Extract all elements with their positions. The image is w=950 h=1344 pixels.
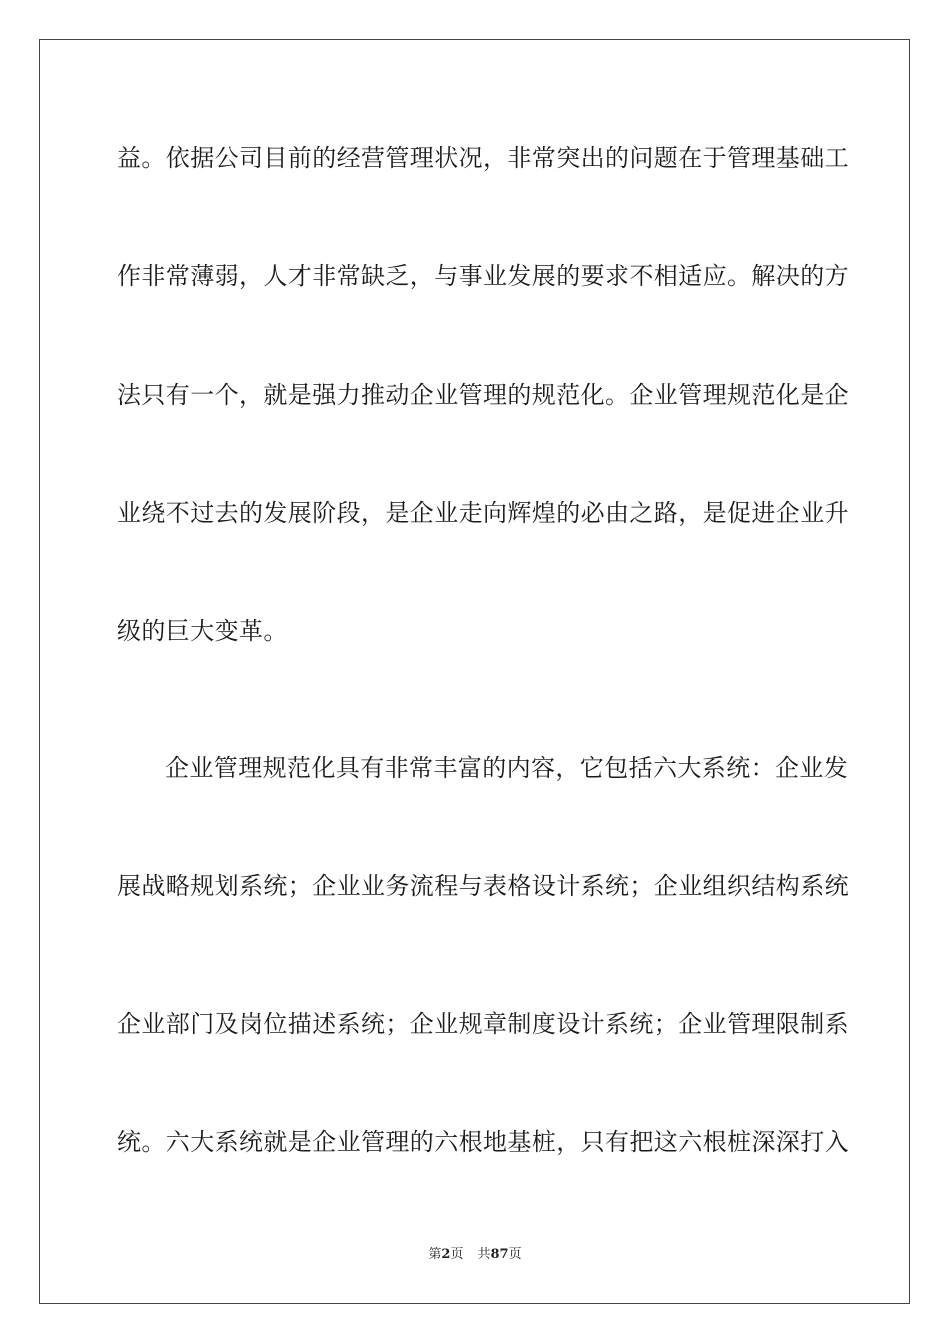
body-text-line: 益。依据公司目前的经营管理状况，非常突出的问题在于管理基础工	[117, 144, 849, 172]
body-text-line: 业绕不过去的发展阶段，是企业走向辉煌的必由之路，是促进企业升	[117, 499, 849, 527]
current-page-number: 2	[441, 1247, 451, 1262]
page-label-prefix: 第	[428, 1247, 442, 1262]
total-label-prefix: 共	[477, 1247, 491, 1262]
body-text-line: 展战略规划系统；企业业务流程与表格设计系统；企业组织结构系统	[117, 872, 849, 900]
page-border	[39, 39, 910, 1304]
body-text-line: 作非常薄弱，人才非常缺乏，与事业发展的要求不相适应。解决的方	[117, 262, 849, 290]
body-text-line: 法只有一个，就是强力推动企业管理的规范化。企业管理规范化是企	[117, 381, 849, 409]
body-text-line: 统。六大系统就是企业管理的六根地基桩，只有把这六根桩深深打入	[117, 1128, 849, 1156]
page-footer	[0, 1246, 950, 1264]
total-label-suffix: 页	[508, 1247, 522, 1262]
page-label-suffix: 页	[450, 1247, 464, 1262]
body-text-line: 级的巨大变革。	[117, 617, 288, 645]
total-pages-number: 87	[490, 1247, 509, 1262]
body-text-line: 企业部门及岗位描述系统；企业规章制度设计系统；企业管理限制系	[117, 1010, 849, 1038]
paragraph-first-line: 企业管理规范化具有非常丰富的内容，它包括六大系统：企业发	[165, 754, 849, 782]
